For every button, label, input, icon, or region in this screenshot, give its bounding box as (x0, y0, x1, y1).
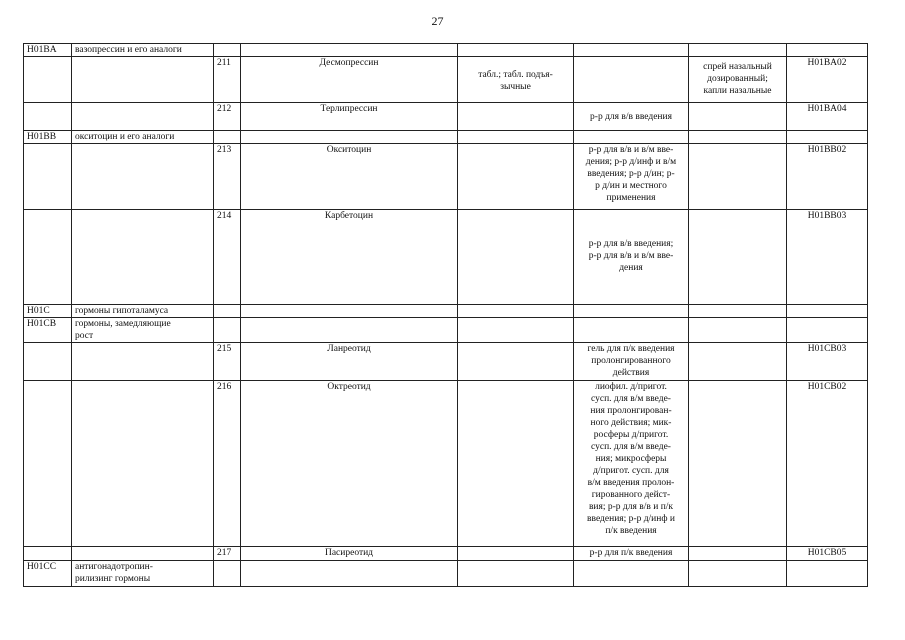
form-oral: табл.; табл. подъя- зычные (458, 57, 574, 103)
atc-code: H01BA02 (787, 57, 868, 103)
drug-name: Окситоцин (241, 144, 458, 210)
group-name: гормоны, замедляющие рост (72, 318, 214, 343)
table-row (24, 343, 868, 381)
form-other (689, 144, 787, 210)
row-number: 211 (214, 57, 241, 103)
row-number: 217 (214, 547, 241, 561)
row-number: 214 (214, 210, 241, 305)
table-row (24, 144, 868, 210)
table-row (24, 103, 868, 131)
atc-code: H01CB02 (787, 381, 868, 547)
drug-name: Ланреотид (241, 343, 458, 381)
form-oral (458, 210, 574, 305)
group-code: H01BB (24, 131, 72, 144)
atc-code: H01BA04 (787, 103, 868, 131)
page-number: 27 (431, 14, 444, 28)
form-oral (458, 381, 574, 547)
form-oral (458, 547, 574, 561)
drug-name: Октреотид (241, 381, 458, 547)
form-injection (574, 57, 689, 103)
group-row (24, 131, 868, 144)
group-row (24, 305, 868, 318)
form-oral (458, 144, 574, 210)
drug-name: Пасиреотид (241, 547, 458, 561)
form-injection: гель для п/к введения пролонгированного действия (574, 343, 689, 381)
drug-registry-table (23, 43, 868, 587)
group-row (24, 561, 868, 587)
form-injection: р-р для п/к введения (574, 547, 689, 561)
form-injection: лиофил. д/пригот. сусп. для в/м введе- ния пролонгирован- ного действия; мик- росферы д/пригот. сусп. для в/м введе- ния; микросферы д/пригот. сусп. для в/м введения пролон- гированного дейст- вия; р-р для в/в и п/к введения; р-р д/инф и п/к введения (574, 381, 689, 547)
form-other (689, 381, 787, 547)
atc-code: H01BB03 (787, 210, 868, 305)
row-number: 215 (214, 343, 241, 381)
drug-name: Карбетоцин (241, 210, 458, 305)
atc-code: H01BB02 (787, 144, 868, 210)
group-name: гормоны гипоталамуса (72, 305, 214, 318)
form-injection: р-р для в/в введения; р-р для в/в и в/м вве- дения (574, 210, 689, 305)
form-oral (458, 343, 574, 381)
table-row (24, 57, 868, 103)
form-other (689, 547, 787, 561)
drug-name: Десмопрессин (241, 57, 458, 103)
form-injection: р-р для в/в введения (574, 103, 689, 131)
table-row (24, 547, 868, 561)
group-name: антигонадотропин- рилизинг гормоны (72, 561, 214, 587)
form-other (689, 103, 787, 131)
form-other: спрей назальный дозированный; капли назальные (689, 57, 787, 103)
group-row (24, 318, 868, 343)
atc-code: H01CB03 (787, 343, 868, 381)
form-other (689, 343, 787, 381)
group-code: H01C (24, 305, 72, 318)
group-name: окситоцин и его аналоги (72, 131, 214, 144)
row-number: 216 (214, 381, 241, 547)
group-code: H01CB (24, 318, 72, 343)
form-oral (458, 103, 574, 131)
group-row (24, 44, 868, 57)
form-other (689, 210, 787, 305)
group-code: H01BA (24, 44, 72, 57)
form-injection: р-р для в/в и в/м вве- дения; р-р д/инф и в/м введения; р-р д/ин; р- р д/ин и местного применения (574, 144, 689, 210)
atc-code: H01CB05 (787, 547, 868, 561)
row-number: 212 (214, 103, 241, 131)
table-row (24, 381, 868, 547)
group-name: вазопрессин и его аналоги (72, 44, 214, 57)
table-row (24, 210, 868, 305)
group-code: H01CC (24, 561, 72, 587)
row-number: 213 (214, 144, 241, 210)
drug-name: Терлипрессин (241, 103, 458, 131)
